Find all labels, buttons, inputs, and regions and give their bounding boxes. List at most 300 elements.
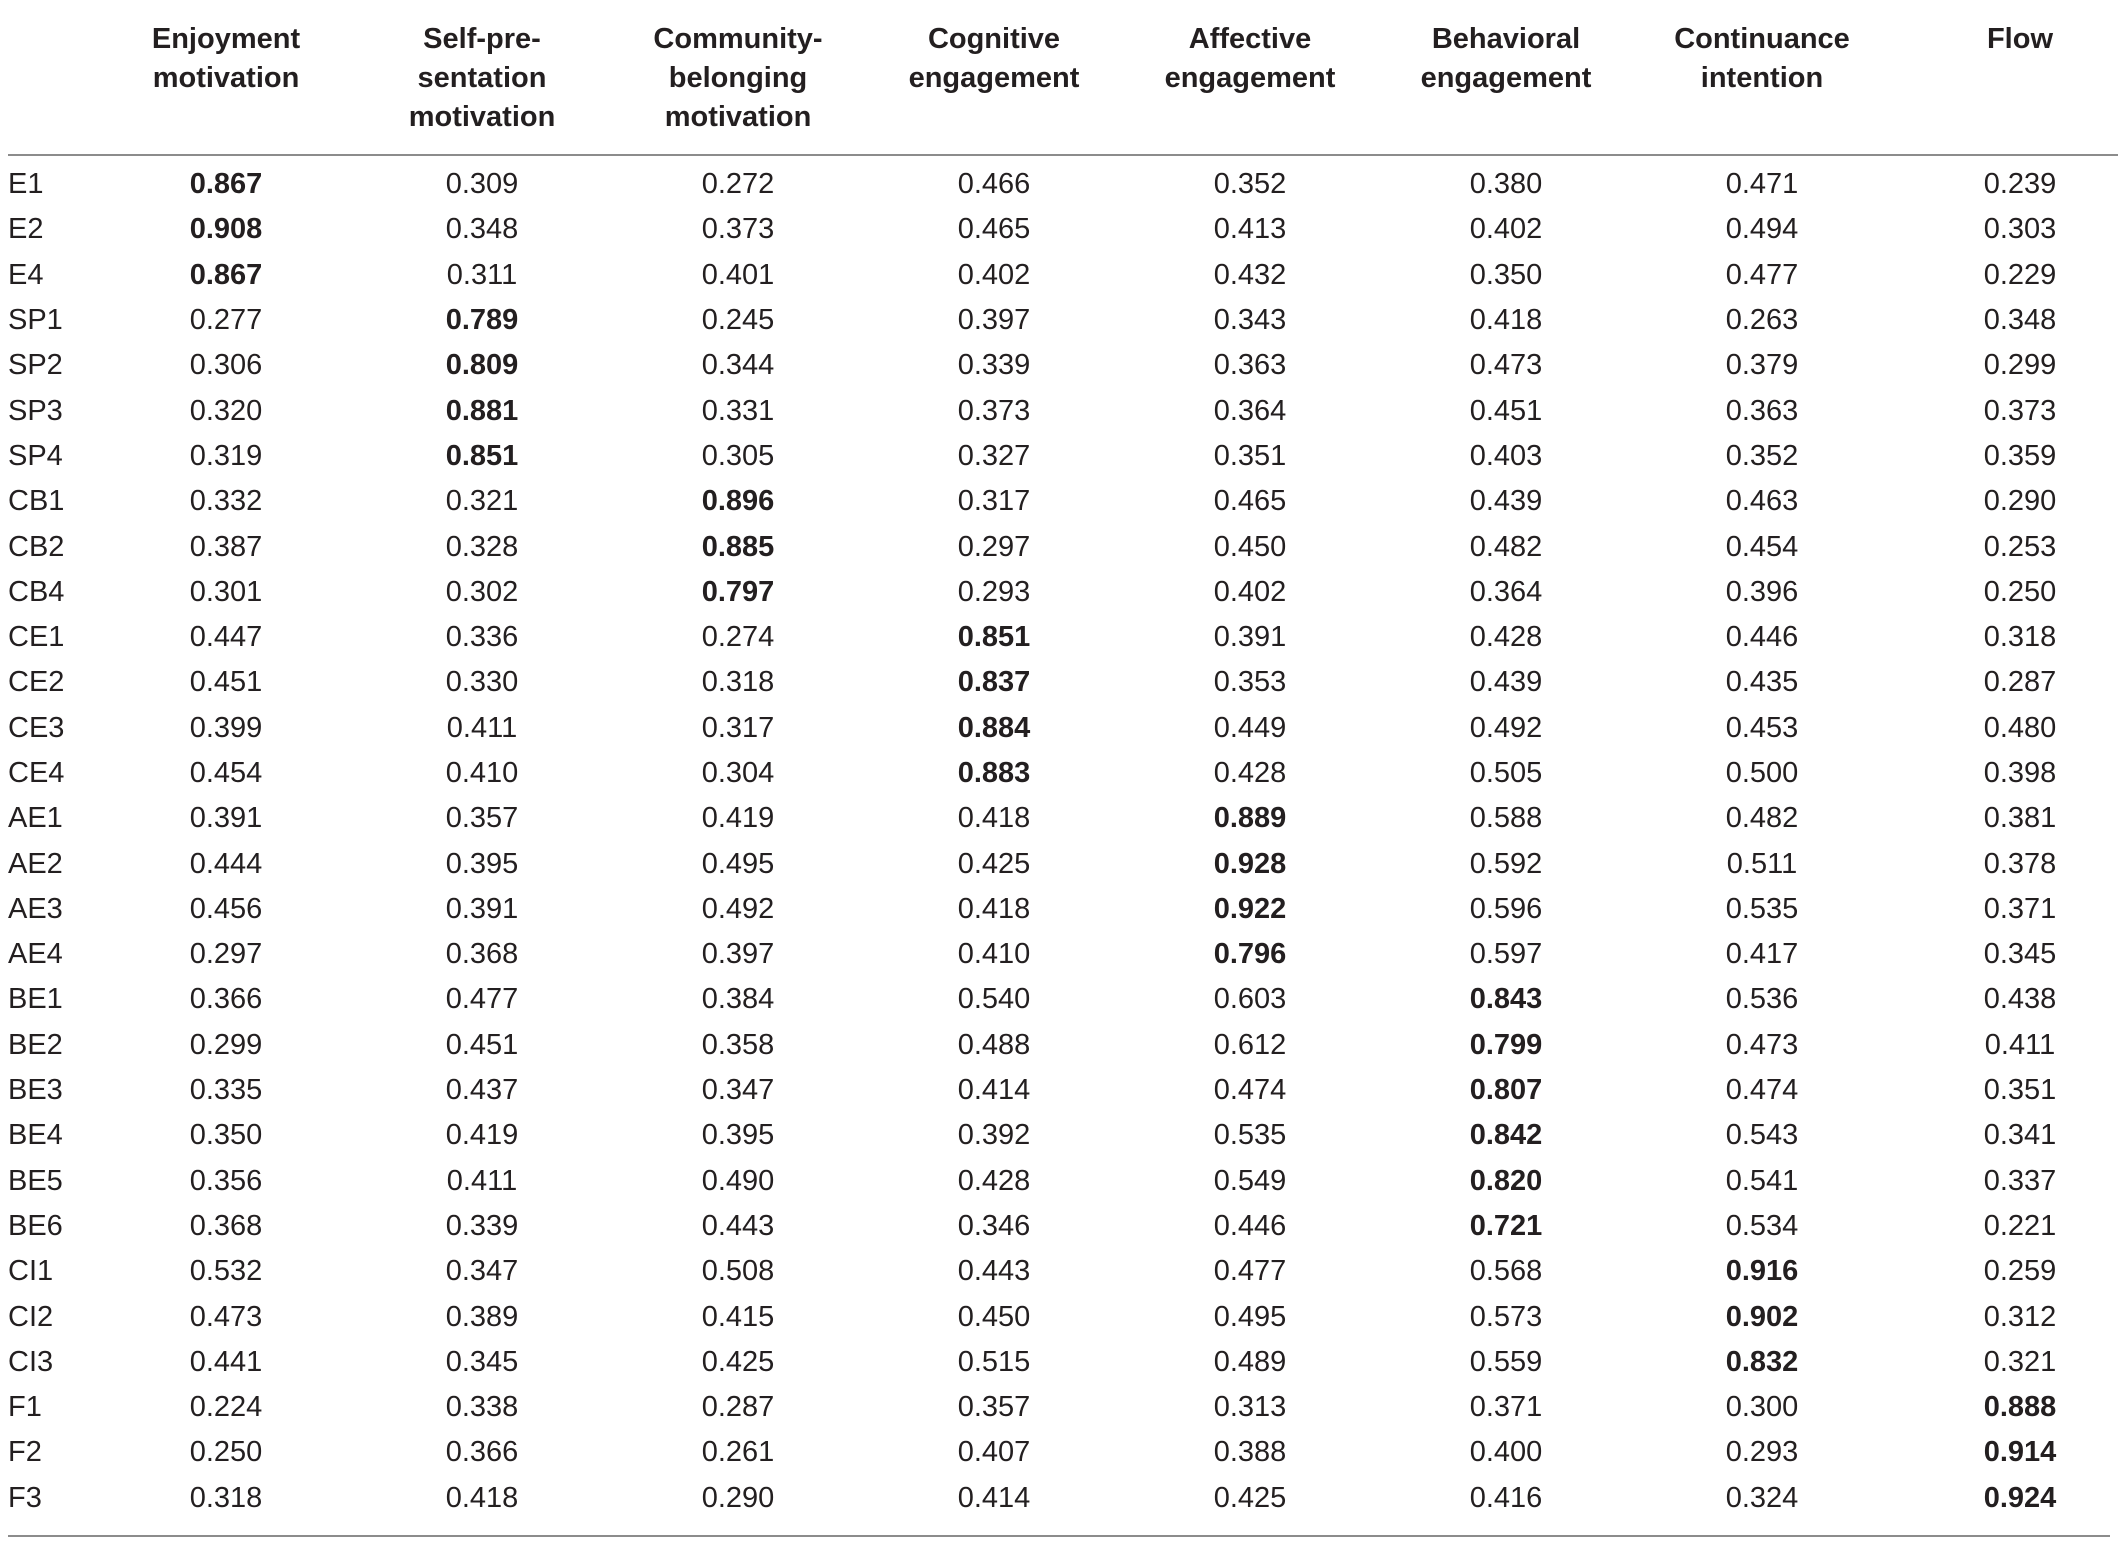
loading-cell: 0.596 (1469, 892, 1543, 925)
table-row (8, 660, 2118, 705)
loading-cell: 0.341 (1983, 1119, 2057, 1152)
loading-cell: 0.411 (446, 1164, 518, 1197)
loading-cell: 0.473 (1469, 349, 1543, 382)
loading-cell: 0.352 (1213, 168, 1287, 201)
table-row (8, 1068, 2118, 1113)
loading-cell: 0.287 (701, 1391, 775, 1424)
loading-cell: 0.471 (1725, 168, 1799, 201)
row-label: CE1 (8, 621, 65, 654)
loading-cell: 0.345 (445, 1345, 519, 1378)
loading-cell: 0.428 (957, 1164, 1031, 1197)
loading-cell: 0.331 (701, 394, 775, 427)
loading-cell: 0.474 (1213, 1074, 1287, 1107)
loading-cell: 0.505 (1469, 757, 1543, 789)
loading-cell: 0.327 (957, 439, 1031, 472)
loading-cell: 0.395 (445, 847, 519, 880)
column-header (1634, 0, 1890, 155)
loading-cell-highlighted: 0.888 (1983, 1391, 2057, 1424)
loading-cell: 0.253 (1983, 530, 2057, 563)
column-header-line: engagement (908, 62, 1080, 94)
loading-cell-highlighted: 0.881 (445, 394, 519, 427)
column-header-line: engagement (1164, 62, 1336, 94)
loading-cell: 0.395 (701, 1119, 775, 1152)
column-header-line: Flow (1986, 23, 2054, 55)
loading-cell: 0.351 (1213, 439, 1287, 472)
loading-cell: 0.508 (701, 1255, 775, 1288)
loading-cell-highlighted: 0.820 (1469, 1164, 1543, 1197)
loading-cell: 0.304 (701, 757, 775, 789)
loading-cell-highlighted: 0.924 (1983, 1481, 2057, 1514)
loading-cell: 0.559 (1469, 1345, 1543, 1378)
loading-cell: 0.474 (1725, 1074, 1799, 1107)
loading-cell-highlighted: 0.889 (1213, 802, 1287, 835)
loading-cell: 0.465 (1213, 485, 1287, 518)
loading-cell: 0.311 (446, 258, 518, 291)
loading-cell: 0.299 (189, 1028, 263, 1061)
row-label: CE4 (8, 757, 65, 789)
loading-cell: 0.477 (1725, 258, 1799, 291)
loading-cell: 0.437 (445, 1074, 519, 1107)
loading-cell: 0.418 (957, 802, 1031, 835)
loading-cell: 0.568 (1469, 1255, 1543, 1288)
table-row (8, 1113, 2118, 1158)
loading-cell: 0.418 (1469, 304, 1543, 337)
row-label: CB4 (8, 575, 65, 608)
loading-cell: 0.416 (1469, 1481, 1543, 1514)
loading-cell: 0.417 (1725, 938, 1799, 971)
loading-cell: 0.302 (445, 575, 519, 608)
loading-cell: 0.373 (957, 394, 1031, 427)
loading-cell: 0.274 (701, 621, 775, 654)
loading-cell: 0.224 (189, 1391, 263, 1424)
loading-cell: 0.380 (1469, 168, 1543, 201)
loading-cell-highlighted: 0.797 (701, 575, 775, 608)
loading-cell: 0.425 (701, 1345, 775, 1378)
loading-cell: 0.363 (1213, 349, 1287, 382)
table-row (8, 1430, 2118, 1475)
table-row (8, 887, 2118, 932)
loading-cell: 0.287 (1983, 666, 2057, 699)
column-header (1890, 0, 2118, 155)
loading-cell: 0.494 (1725, 213, 1799, 246)
loading-cell: 0.454 (189, 757, 263, 789)
loading-cell: 0.347 (445, 1255, 519, 1288)
loading-cell: 0.345 (1983, 938, 2057, 971)
table-row (8, 932, 2118, 977)
loading-cell: 0.350 (1469, 258, 1543, 291)
table-row (8, 1204, 2118, 1249)
loading-cell: 0.444 (189, 847, 263, 880)
loading-cell: 0.305 (701, 439, 775, 472)
column-header-line: Self-pre- (423, 23, 541, 55)
loading-cell: 0.312 (1983, 1300, 2057, 1333)
loading-cell: 0.400 (1469, 1436, 1543, 1469)
loading-cell: 0.368 (189, 1209, 263, 1242)
loading-cell: 0.344 (701, 349, 775, 382)
loading-cell: 0.391 (445, 892, 519, 925)
loading-cell: 0.450 (957, 1300, 1031, 1333)
loading-cell: 0.418 (445, 1481, 519, 1514)
loading-cell: 0.592 (1469, 847, 1543, 880)
loading-cell: 0.407 (957, 1436, 1031, 1469)
loading-cell-highlighted: 0.832 (1725, 1345, 1799, 1378)
loading-cell: 0.492 (701, 892, 775, 925)
loading-cell: 0.466 (957, 168, 1031, 201)
loading-cell: 0.332 (189, 485, 263, 518)
column-header-line: intention (1700, 62, 1824, 94)
loading-cell: 0.373 (701, 213, 775, 246)
loading-cell: 0.348 (445, 213, 519, 246)
loading-cell: 0.337 (1983, 1164, 2057, 1197)
loading-cell: 0.364 (1213, 394, 1287, 427)
row-label: CI1 (8, 1255, 54, 1288)
loading-cell: 0.495 (701, 847, 775, 880)
loading-cell-highlighted: 0.789 (445, 304, 519, 337)
column-header (866, 0, 1122, 155)
table-row (8, 253, 2118, 298)
loading-cell-highlighted: 0.799 (1469, 1028, 1543, 1061)
loading-cell: 0.357 (445, 802, 519, 835)
loading-cell: 0.373 (1983, 394, 2057, 427)
loading-cell-highlighted: 0.851 (957, 621, 1031, 654)
loading-cell: 0.480 (1983, 711, 2057, 744)
column-header-line: Cognitive (927, 23, 1061, 55)
loading-cell: 0.348 (1983, 304, 2057, 337)
loading-cell-highlighted: 0.885 (701, 530, 775, 563)
loading-cell-highlighted: 0.837 (957, 666, 1031, 699)
column-header-line: Community- (653, 23, 823, 55)
loading-cell: 0.473 (189, 1300, 263, 1333)
loading-cell: 0.301 (189, 575, 263, 608)
loading-cell: 0.391 (189, 802, 263, 835)
table-row (8, 796, 2118, 841)
table-row (8, 155, 2118, 207)
column-header (98, 0, 354, 155)
loading-cell: 0.350 (189, 1119, 263, 1152)
loading-cell: 0.398 (1983, 757, 2057, 789)
column-header-line: motivation (664, 101, 812, 133)
loading-cell: 0.381 (1983, 802, 2057, 835)
table-row (8, 1023, 2118, 1068)
loading-cell-highlighted: 0.721 (1469, 1209, 1543, 1242)
loading-cell: 0.317 (701, 711, 775, 744)
loading-cell: 0.347 (701, 1074, 775, 1107)
row-label: AE2 (8, 847, 63, 880)
loading-cell: 0.451 (189, 666, 263, 699)
loading-cell: 0.454 (1725, 530, 1799, 563)
loading-cell-highlighted: 0.916 (1725, 1255, 1799, 1288)
table-row (8, 207, 2118, 252)
loading-cell-highlighted: 0.843 (1469, 983, 1543, 1016)
row-label: CI2 (8, 1300, 54, 1333)
loading-cell: 0.488 (957, 1028, 1031, 1061)
column-header-line: Behavioral (1431, 23, 1581, 55)
loading-cell: 0.358 (701, 1028, 775, 1061)
loading-cell: 0.259 (1983, 1255, 2057, 1288)
loading-cell: 0.402 (957, 258, 1031, 291)
loading-cell: 0.272 (701, 168, 775, 201)
loading-cell: 0.290 (1983, 485, 2057, 518)
loading-cell: 0.366 (189, 983, 263, 1016)
loading-cell: 0.456 (189, 892, 263, 925)
row-label: F2 (8, 1436, 42, 1469)
loading-cell: 0.293 (1725, 1436, 1799, 1469)
loading-cell: 0.438 (1983, 983, 2057, 1016)
loading-cell: 0.338 (445, 1391, 519, 1424)
loading-cell: 0.319 (189, 439, 263, 472)
table-row (8, 841, 2118, 886)
loading-cell: 0.603 (1213, 983, 1287, 1016)
loading-cell: 0.389 (445, 1300, 519, 1333)
row-label: CE3 (8, 711, 65, 744)
loading-cell-highlighted: 0.902 (1725, 1300, 1799, 1333)
loading-cell: 0.411 (1984, 1028, 2056, 1061)
loading-cell: 0.336 (445, 621, 519, 654)
loading-cell: 0.415 (701, 1300, 775, 1333)
loading-cell-highlighted: 0.896 (701, 485, 775, 518)
row-label: CI3 (8, 1345, 54, 1378)
loading-cell: 0.352 (1725, 439, 1799, 472)
loading-cell: 0.221 (1983, 1209, 2057, 1242)
column-header-line: motivation (152, 62, 300, 94)
table-row (8, 1249, 2118, 1294)
row-label: CB2 (8, 530, 65, 563)
loading-cell: 0.321 (445, 485, 519, 518)
loading-cell: 0.425 (957, 847, 1031, 880)
loading-cell: 0.351 (1983, 1074, 2057, 1107)
row-label: BE5 (8, 1164, 63, 1197)
loading-cell: 0.229 (1983, 258, 2057, 291)
table-row (8, 343, 2118, 388)
table-row (8, 524, 2118, 569)
row-label: SP3 (8, 394, 63, 427)
loading-cell: 0.418 (957, 892, 1031, 925)
column-header-line: engagement (1420, 62, 1592, 94)
loading-cell: 0.573 (1469, 1300, 1543, 1333)
table-row (8, 706, 2118, 751)
loading-cell: 0.339 (957, 349, 1031, 382)
loading-cell: 0.239 (1983, 168, 2057, 201)
loading-cell: 0.535 (1725, 892, 1799, 925)
loading-cell: 0.511 (1726, 847, 1798, 880)
loading-cell: 0.324 (1725, 1481, 1799, 1514)
loading-cell-highlighted: 0.867 (189, 168, 263, 201)
cross-loadings-table (8, 0, 2118, 1521)
loading-cell: 0.313 (1213, 1391, 1287, 1424)
loading-cell: 0.477 (445, 983, 519, 1016)
table-row (8, 1476, 2118, 1521)
loading-cell: 0.449 (1213, 711, 1287, 744)
loading-cell: 0.450 (1213, 530, 1287, 563)
loading-cell: 0.413 (1213, 213, 1287, 246)
loading-cell: 0.357 (957, 1391, 1031, 1424)
loading-cell: 0.391 (1213, 621, 1287, 654)
loading-cell: 0.439 (1469, 666, 1543, 699)
loading-cell: 0.451 (445, 1028, 519, 1061)
loading-cell: 0.328 (445, 530, 519, 563)
loading-cell: 0.439 (1469, 485, 1543, 518)
loading-cell: 0.359 (1983, 439, 2057, 472)
table-row (8, 615, 2118, 660)
loading-cell: 0.543 (1725, 1119, 1799, 1152)
loading-cell: 0.364 (1469, 575, 1543, 608)
loading-cell: 0.263 (1725, 304, 1799, 337)
row-label: SP4 (8, 439, 63, 472)
loading-cell: 0.435 (1725, 666, 1799, 699)
loading-cell: 0.453 (1725, 711, 1799, 744)
loading-cell: 0.250 (189, 1436, 263, 1469)
loading-cell-highlighted: 0.842 (1469, 1119, 1543, 1152)
loading-cell: 0.297 (189, 938, 263, 971)
column-header-line: Enjoyment (151, 23, 301, 55)
loading-cell: 0.371 (1469, 1391, 1543, 1424)
loading-cell-highlighted: 0.883 (957, 757, 1031, 789)
row-label: BE1 (8, 983, 63, 1016)
loading-cell: 0.443 (957, 1255, 1031, 1288)
loading-cell: 0.353 (1213, 666, 1287, 699)
table-row (8, 977, 2118, 1022)
row-label: AE3 (8, 892, 63, 925)
loading-cell: 0.411 (446, 711, 518, 744)
loading-cell: 0.366 (445, 1436, 519, 1469)
loading-cell: 0.588 (1469, 802, 1543, 835)
loading-cell: 0.414 (957, 1074, 1031, 1107)
loading-cell: 0.387 (189, 530, 263, 563)
bottom-rule (8, 1535, 2110, 1537)
row-label: AE4 (8, 938, 63, 971)
loading-cell-highlighted: 0.922 (1213, 892, 1287, 925)
loading-cell: 0.549 (1213, 1164, 1287, 1197)
loading-cell: 0.402 (1213, 575, 1287, 608)
loading-cell: 0.465 (957, 213, 1031, 246)
loading-cell: 0.397 (957, 304, 1031, 337)
loading-cell-highlighted: 0.914 (1983, 1436, 2057, 1469)
loading-cell: 0.318 (701, 666, 775, 699)
loading-cell: 0.396 (1725, 575, 1799, 608)
loading-cell: 0.482 (1725, 802, 1799, 835)
table-row (8, 434, 2118, 479)
loading-cell: 0.532 (189, 1255, 263, 1288)
loading-cell: 0.320 (189, 394, 263, 427)
loading-cell: 0.303 (1983, 213, 2057, 246)
row-label: SP2 (8, 349, 63, 382)
column-header-line: Affective (1188, 23, 1312, 55)
loading-cell: 0.343 (1213, 304, 1287, 337)
loading-cell: 0.441 (189, 1345, 263, 1378)
loading-cell: 0.321 (1983, 1345, 2057, 1378)
loading-cell: 0.477 (1213, 1255, 1287, 1288)
loading-cell: 0.290 (701, 1481, 775, 1514)
loading-cell: 0.306 (189, 349, 263, 382)
loading-cell-highlighted: 0.928 (1213, 847, 1287, 880)
loading-cell-highlighted: 0.908 (189, 213, 263, 246)
loading-cell: 0.317 (957, 485, 1031, 518)
loading-cell: 0.371 (1983, 892, 2057, 925)
loading-cell: 0.297 (957, 530, 1031, 563)
column-header (610, 0, 866, 155)
loading-cell: 0.330 (445, 666, 519, 699)
row-label: AE1 (8, 802, 63, 835)
loading-cell: 0.384 (701, 983, 775, 1016)
column-header-line: sentation (417, 62, 547, 94)
loading-cell: 0.379 (1725, 349, 1799, 382)
table-header (8, 0, 2118, 155)
loading-cell: 0.402 (1469, 213, 1543, 246)
loading-cell: 0.403 (1469, 439, 1543, 472)
loading-cell: 0.446 (1725, 621, 1799, 654)
loading-cell: 0.535 (1213, 1119, 1287, 1152)
loading-cell: 0.428 (1213, 757, 1287, 789)
row-label: E1 (8, 168, 44, 201)
column-header (354, 0, 610, 155)
loading-cell: 0.335 (189, 1074, 263, 1107)
loading-cell: 0.443 (701, 1209, 775, 1242)
loading-cell: 0.536 (1725, 983, 1799, 1016)
table-row (8, 388, 2118, 433)
loading-cell: 0.447 (189, 621, 263, 654)
table-row (8, 298, 2118, 343)
loading-cell: 0.419 (445, 1119, 519, 1152)
loading-cell: 0.428 (1469, 621, 1543, 654)
column-header-line: belonging (668, 62, 808, 94)
table-row (8, 1340, 2118, 1385)
loading-cell-highlighted: 0.867 (189, 258, 263, 291)
loading-cell: 0.490 (701, 1164, 775, 1197)
loading-cell: 0.425 (1213, 1481, 1287, 1514)
loading-cell: 0.410 (445, 757, 519, 789)
loading-cell: 0.492 (1469, 711, 1543, 744)
loading-cell: 0.419 (701, 802, 775, 835)
column-header (1122, 0, 1378, 155)
loading-cell: 0.300 (1725, 1391, 1799, 1424)
row-label: E2 (8, 213, 44, 246)
loading-cell: 0.540 (957, 983, 1031, 1016)
loading-cell: 0.500 (1725, 757, 1799, 789)
loading-cell: 0.515 (957, 1345, 1031, 1378)
loading-cell: 0.309 (445, 168, 519, 201)
table-body (8, 155, 2118, 1521)
row-label: CB1 (8, 485, 65, 518)
row-label: E4 (8, 258, 44, 291)
row-label: BE2 (8, 1028, 63, 1061)
loading-cell: 0.293 (957, 575, 1031, 608)
loading-cell: 0.392 (957, 1119, 1031, 1152)
loading-cell-highlighted: 0.807 (1469, 1074, 1543, 1107)
loading-cell-highlighted: 0.851 (445, 439, 519, 472)
loading-cell: 0.299 (1983, 349, 2057, 382)
row-label: BE6 (8, 1209, 63, 1242)
row-label: BE3 (8, 1074, 63, 1107)
loading-cell: 0.250 (1983, 575, 2057, 608)
loading-cell: 0.401 (701, 258, 775, 291)
loading-cell: 0.446 (1213, 1209, 1287, 1242)
column-header-line: Continuance (1674, 23, 1850, 55)
table-row (8, 479, 2118, 524)
row-label: F1 (8, 1391, 42, 1424)
loading-cell: 0.414 (957, 1481, 1031, 1514)
column-header-line: motivation (408, 101, 556, 133)
table-row (8, 570, 2118, 615)
loading-cell: 0.473 (1725, 1028, 1799, 1061)
loading-cell: 0.397 (701, 938, 775, 971)
loading-cell: 0.346 (957, 1209, 1031, 1242)
loading-cell: 0.482 (1469, 530, 1543, 563)
loading-cell: 0.541 (1725, 1164, 1799, 1197)
row-label: CE2 (8, 666, 65, 699)
loading-cell: 0.245 (701, 304, 775, 337)
loading-cell: 0.277 (189, 304, 263, 337)
loading-cell: 0.363 (1725, 394, 1799, 427)
